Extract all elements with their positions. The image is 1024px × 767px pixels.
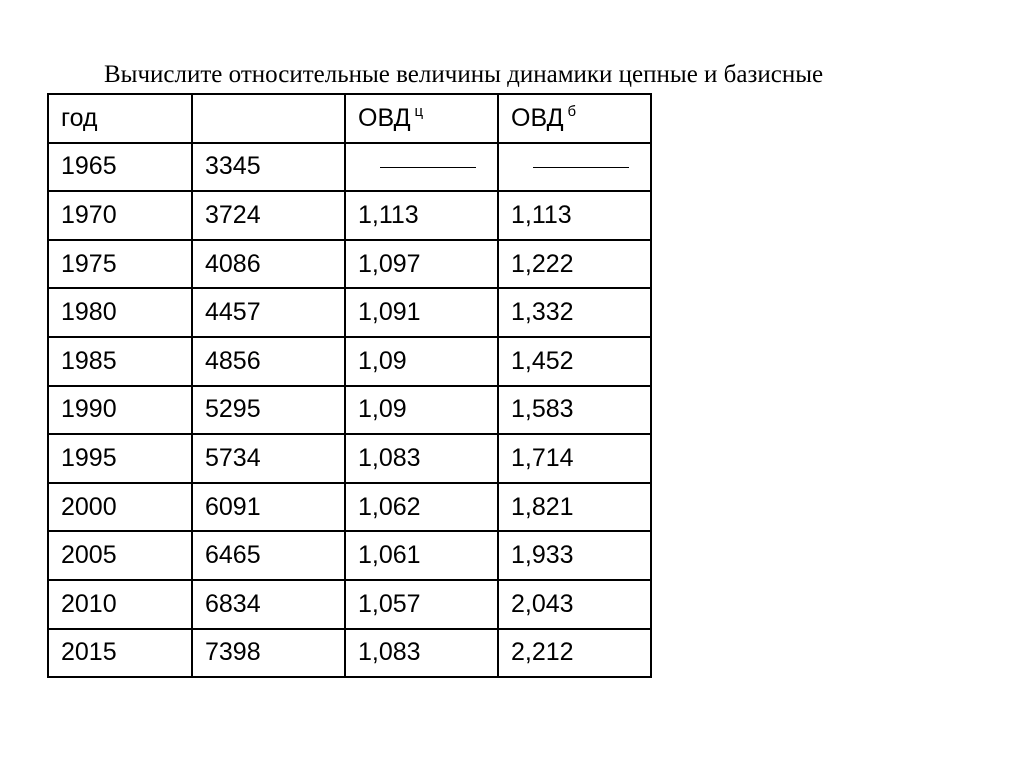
table-row [48, 143, 651, 192]
table-row [48, 629, 651, 678]
cell-value: 4086 [192, 240, 345, 289]
cell-year: 2000 [48, 483, 192, 532]
cell-year: 1975 [48, 240, 192, 289]
cell-chain-index: 1,09 [345, 337, 498, 386]
header-row [48, 94, 651, 143]
cell-value: 7398 [192, 629, 345, 678]
header-base-superscript: б [567, 103, 577, 121]
cell-base-index: 1,583 [498, 386, 651, 435]
page-title: Вычислите относительные величины динамики цепные и базисные [104, 61, 824, 88]
cell-base-index: 1,113 [498, 191, 651, 240]
table-row [48, 240, 651, 289]
cell-base-index: 1,821 [498, 483, 651, 532]
cell-value: 3724 [192, 191, 345, 240]
header-base-index: ОВД $^б$ [498, 94, 651, 143]
table-row [48, 337, 651, 386]
cell-base-index: 1,222 [498, 240, 651, 289]
cell-value: 6465 [192, 531, 345, 580]
cell-year: 1980 [48, 288, 192, 337]
cell-year: 1985 [48, 337, 192, 386]
header-chain-index: ОВД $^ц$ [345, 94, 498, 143]
table-row [48, 386, 651, 435]
cell-base-index: 1,452 [498, 337, 651, 386]
cell-year: 2005 [48, 531, 192, 580]
table-row [48, 191, 651, 240]
cell-chain-index: 1,061 [345, 531, 498, 580]
cell-value: 5295 [192, 386, 345, 435]
cell-chain-index: 1,097 [345, 240, 498, 289]
cell-base-index [498, 143, 651, 192]
header-value [192, 94, 345, 143]
cell-chain-index: 1,083 [345, 434, 498, 483]
empty-dash [380, 167, 476, 168]
cell-chain-index: 1,062 [345, 483, 498, 532]
table-row [48, 434, 651, 483]
cell-base-index: 1,332 [498, 288, 651, 337]
cell-chain-index: 1,113 [345, 191, 498, 240]
cell-chain-index: 1,09 [345, 386, 498, 435]
cell-value: 6834 [192, 580, 345, 629]
cell-chain-index: 1,091 [345, 288, 498, 337]
cell-value: 6091 [192, 483, 345, 532]
cell-base-index: 2,212 [498, 629, 651, 678]
cell-chain-index: 1,083 [345, 629, 498, 678]
cell-base-index: 1,714 [498, 434, 651, 483]
cell-year: 1965 [48, 143, 192, 192]
cell-year: 2010 [48, 580, 192, 629]
empty-dash [533, 167, 629, 168]
cell-year: 1970 [48, 191, 192, 240]
cell-value: 5734 [192, 434, 345, 483]
cell-value: 3345 [192, 143, 345, 192]
cell-value: 4457 [192, 288, 345, 337]
table-row [48, 531, 651, 580]
dynamics-table [47, 93, 652, 678]
cell-year: 2015 [48, 629, 192, 678]
cell-year: 1995 [48, 434, 192, 483]
cell-year: 1990 [48, 386, 192, 435]
table-row [48, 580, 651, 629]
cell-base-index: 2,043 [498, 580, 651, 629]
cell-value: 4856 [192, 337, 345, 386]
header-year: год [48, 94, 192, 143]
cell-chain-index [345, 143, 498, 192]
table-row [48, 483, 651, 532]
cell-chain-index: 1,057 [345, 580, 498, 629]
cell-base-index: 1,933 [498, 531, 651, 580]
table-row [48, 288, 651, 337]
header-chain-superscript: ц [414, 103, 424, 121]
